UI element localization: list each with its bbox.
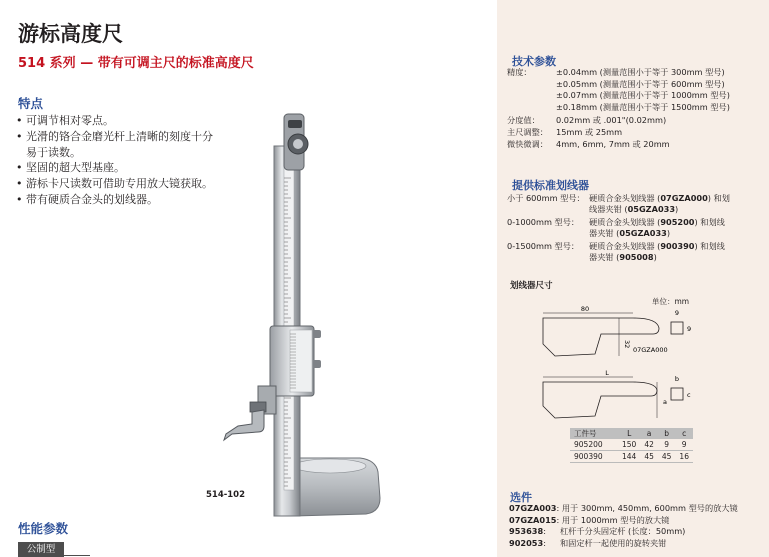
graduation-label: 分度值： — [507, 115, 540, 125]
option-sep: : — [556, 503, 562, 513]
slider-clamp-bottom — [313, 360, 321, 368]
drawing2-sq-w: b — [674, 375, 680, 383]
table-cell: 16 — [675, 451, 693, 463]
scriber-text: 线器夹钳 ( — [589, 204, 628, 215]
bullet: • — [16, 192, 23, 206]
features-heading: 特点 — [18, 96, 44, 111]
option-sep: : — [556, 514, 562, 525]
drawing1-part: 07GZA000 — [633, 346, 668, 354]
table-cell: 144 — [618, 451, 640, 463]
scriber-drawing-1 — [543, 305, 691, 356]
table-cell: 150 — [618, 439, 640, 451]
drawing2-sq-h: c — [687, 391, 691, 399]
table-cell: 42 — [640, 439, 658, 451]
fine-adjust-label: 微快微调： — [507, 139, 548, 149]
scriber-row-text — [589, 193, 730, 204]
accuracy-line-4: ±0.18mm (测量范围小于等于 1500mm 型号) — [556, 101, 730, 112]
table-header-cell: L — [618, 428, 640, 439]
option-text: 用于 300mm, 450mm, 600mm 型号的放大镜 — [561, 503, 738, 513]
scriber-text: ) 和划 — [707, 193, 730, 203]
feature-text: 坚固的超大型基座。 — [26, 161, 125, 175]
table-header-row — [570, 428, 693, 439]
option-text: 和固定杆一起使用的旋转夹钳 — [559, 537, 667, 548]
drawing1-sq-h: 9 — [687, 325, 692, 333]
scriber-row-text — [589, 204, 678, 215]
scriber-dims-table — [570, 428, 693, 463]
drawing1-height: 32 — [623, 340, 631, 349]
feature-text: 易于读数。 — [26, 145, 81, 159]
specs-heading: 技术参数 — [512, 55, 556, 68]
main-scale-value: 15mm 或 25mm — [556, 127, 623, 137]
scriber-text: 器夹钳 ( — [589, 252, 620, 263]
feature-text: 光滑的铬合金磨光杆上清晰的刻度十分 — [26, 129, 213, 143]
option-item — [509, 515, 669, 526]
accuracy-line-1: ±0.04mm (测量范围小于等于 300mm 型号) — [556, 67, 725, 77]
accuracy-line-3: ±0.07mm (测量范围小于等于 1000mm 型号) — [556, 90, 730, 100]
table-cell: 9 — [675, 439, 693, 451]
table-row — [570, 451, 693, 463]
scriber-text: ) — [675, 204, 679, 215]
scriber-text: 硬质合金头划线器 ( — [589, 241, 661, 251]
scriber-text: ) — [653, 252, 657, 263]
slider-clamp-top — [313, 330, 321, 338]
table-cell: 45 — [640, 451, 658, 463]
performance-heading: 性能参数 — [18, 521, 69, 536]
option-item — [509, 538, 666, 549]
accuracy-line-2: ±0.05mm (测量范围小于等于 600mm 型号) — [556, 78, 725, 89]
scriber-text: ) 和划线 — [694, 217, 725, 227]
scriber-row-text — [589, 217, 725, 228]
table-header-cell: a — [640, 428, 658, 439]
option-item — [509, 526, 685, 537]
table-cell: 905200 — [570, 439, 618, 451]
feature-text: 可调节相对零点。 — [26, 114, 114, 127]
scriber-row-label: 0-1000mm 型号： — [507, 217, 580, 227]
bullet: • — [16, 129, 23, 143]
option-code: 07GZA003 — [509, 503, 557, 513]
feature-text: 带有硬质合金头的划线器。 — [26, 192, 158, 206]
scriber-row-label: 0-1500mm 型号： — [507, 241, 580, 251]
accuracy-label: 精度： — [507, 67, 532, 77]
drawing2-length: L — [605, 369, 609, 377]
option-sep: : — [543, 537, 546, 548]
part-number: 900390 — [660, 241, 695, 251]
fine-adjust-value: 4mm, 6mm, 7mm 或 20mm — [556, 139, 670, 149]
table-cell: 900390 — [570, 451, 618, 463]
table-header-cell: c — [675, 428, 693, 439]
height-gauge-illustration — [180, 108, 390, 528]
scriber-row-label: 小于 600mm 型号： — [507, 193, 585, 203]
scriber-text: 器夹钳 ( — [589, 228, 620, 239]
graduation-value: 0.02mm 或 .001"(0.02mm) — [556, 115, 667, 125]
page-title: 游标高度尺 — [18, 22, 123, 46]
part-number: 05GZA033 — [627, 204, 676, 215]
feature-text: 游标卡尺读数可借助专用放大镜获取。 — [26, 177, 213, 191]
options-heading: 选件 — [510, 491, 532, 504]
option-code: 953638 — [509, 526, 544, 536]
scriber-text: ) — [666, 228, 671, 239]
option-text: 杠杆千分头固定杆 (长度：50mm) — [559, 526, 686, 536]
table-row — [570, 439, 693, 451]
metric-tab[interactable]: 公制型 — [18, 542, 64, 557]
part-number: 905008 — [619, 252, 654, 263]
table-cell: 9 — [658, 439, 676, 451]
gauge-base-top — [294, 459, 366, 473]
scriber-drawing-2 — [543, 369, 691, 418]
scriber-text: ) 和划线 — [694, 241, 725, 251]
scriber — [224, 410, 264, 440]
drawing2-height: a — [663, 398, 667, 406]
scriber-row-text — [589, 228, 670, 239]
option-code: 902053 — [509, 537, 544, 548]
scriber-block — [507, 193, 762, 273]
part-number: 07GZA000 — [660, 193, 708, 203]
options-list — [509, 503, 764, 555]
scriber-drawings — [537, 304, 707, 428]
tab-underline — [64, 555, 90, 556]
scriber-row-text — [589, 241, 725, 252]
scriber-text: 硬质合金头划线器 ( — [589, 217, 661, 227]
option-item — [509, 503, 738, 514]
bullet: • — [16, 114, 23, 127]
table-cell: 45 — [658, 451, 676, 463]
drawing1-length: 80 — [580, 305, 590, 313]
scriber-dims-heading: 划线器尺寸 — [510, 281, 553, 291]
model-label: 514-102 — [206, 490, 246, 500]
option-sep: : — [543, 526, 546, 536]
series-subtitle: 514 系列 — 带有可调主尺的标准高度尺 — [18, 56, 254, 71]
option-code: 07GZA015 — [509, 514, 557, 525]
part-number: 905200 — [660, 217, 695, 227]
part-number: 05GZA033 — [619, 228, 667, 239]
drawing1-sq-w: 9 — [674, 309, 680, 317]
table-header-cell: 工件号 — [570, 428, 618, 439]
bullet: • — [16, 177, 23, 191]
option-text: 用于 1000mm 型号的放大镜 — [561, 514, 670, 525]
scriber-row-text — [589, 252, 657, 263]
table-header-cell: b — [658, 428, 676, 439]
scriber-text: 硬质合金头划线器 ( — [589, 193, 661, 203]
specs-block — [507, 67, 762, 177]
unit-label: 单位：mm — [652, 297, 690, 306]
bullet: • — [16, 161, 23, 175]
scriber-heading: 提供标准划线器 — [512, 179, 589, 192]
main-scale-label: 主尺调整： — [507, 127, 548, 137]
